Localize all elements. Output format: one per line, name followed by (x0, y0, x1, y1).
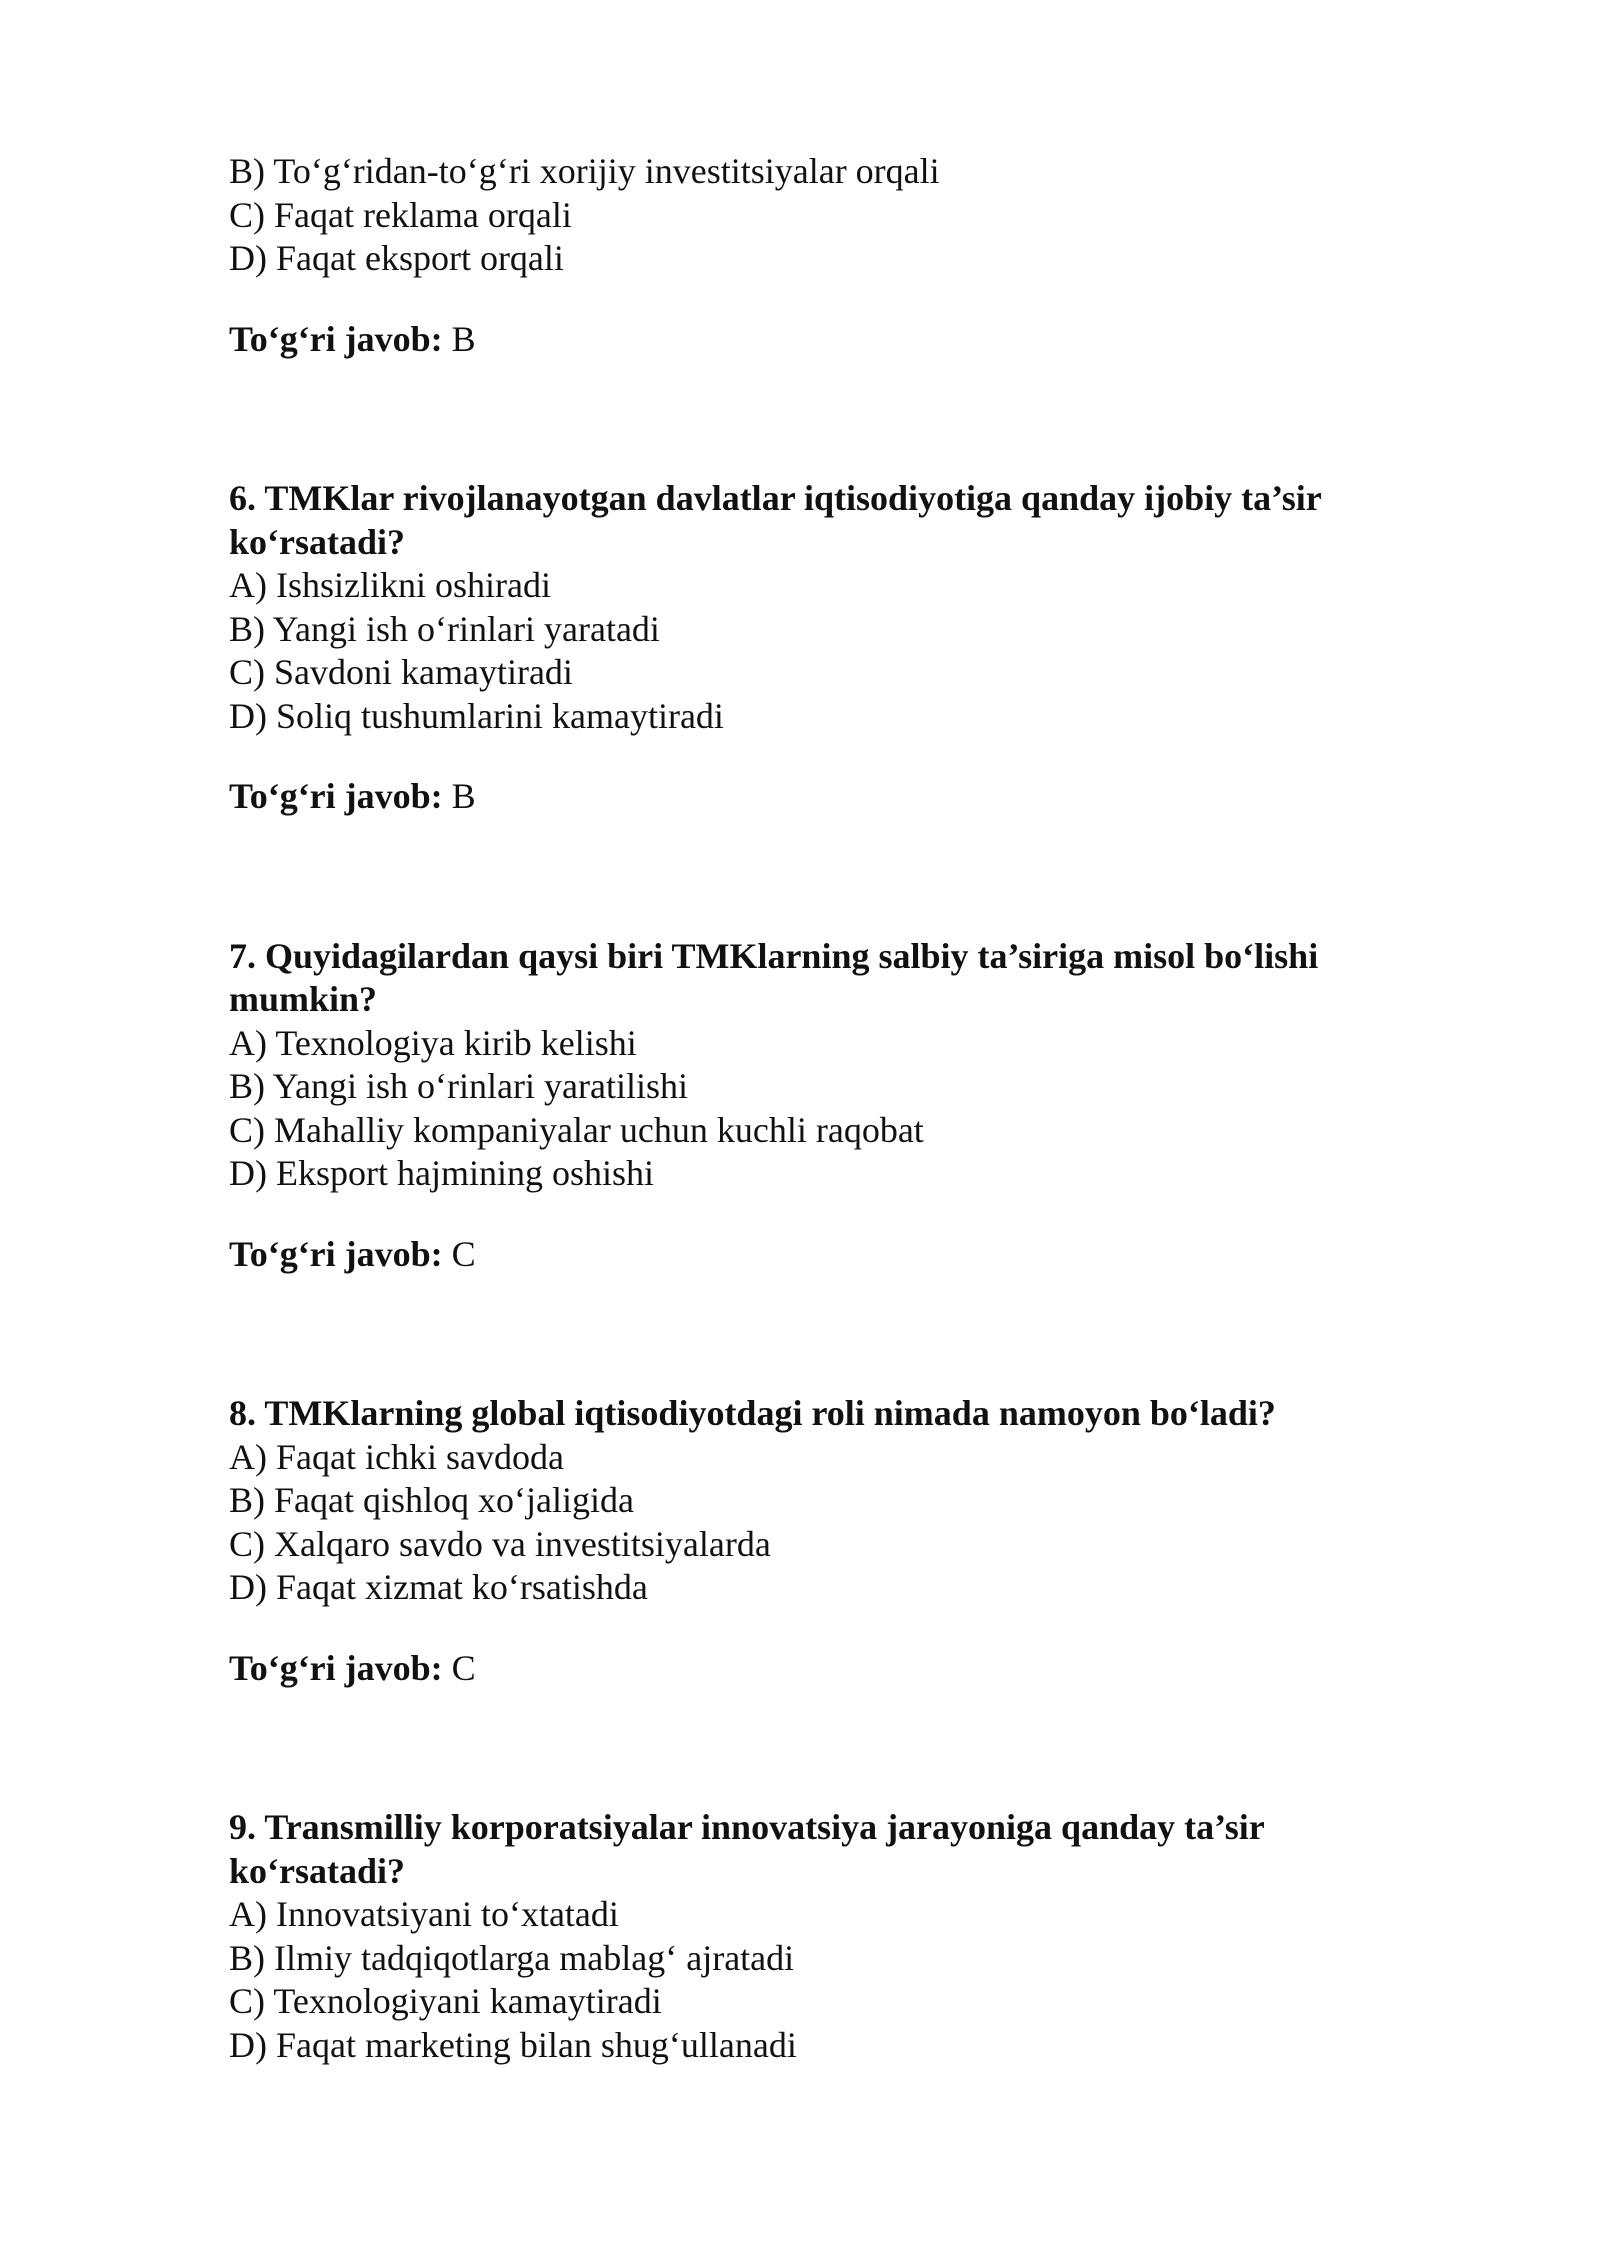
option-b: B) To‘g‘ridan-to‘g‘ri xorijiy investitsiyalar orqali (229, 151, 940, 191)
question-options (229, 1436, 1400, 1610)
option-d: D) Faqat eksport orqali (229, 238, 564, 278)
question-title-line: 7. Quyidagilardan qaysi biri TMKlarning salbiy ta’siriga misol bo‘lishi (229, 935, 1319, 976)
correct-answer-value: B (442, 318, 476, 359)
option-d: D) Soliq tushumlarini kamaytiradi (229, 695, 724, 736)
question-title (229, 477, 1409, 564)
question-title (229, 935, 1409, 1022)
option-d: D) Eksport hajmining oshishi (229, 1153, 654, 1193)
correct-answer (229, 1647, 1400, 1691)
question-title-line: ko‘rsatadi? (229, 1850, 406, 1891)
option-b: B) Yangi ish o‘rinlari yaratadi (229, 608, 660, 649)
question-title-line: 9. Transmilliy korporatsiyalar innovatsiya jarayoniga qanday ta’sir (229, 1807, 1265, 1847)
option-c: C) Mahalliy kompaniyalar uchun kuchli raqobat (229, 1109, 924, 1150)
continued-question-options (229, 150, 1400, 281)
correct-answer-value: C (442, 1233, 476, 1274)
question-title (229, 1806, 1409, 1893)
option-b: B) Ilmiy tadqiqotlarga mablag‘ ajratadi (229, 1937, 795, 1978)
correct-answer (229, 1233, 1400, 1277)
question-title (229, 1392, 1409, 1436)
question-7 (229, 935, 1400, 1277)
option-a: A) Texnologiya kirib kelishi (229, 1022, 637, 1063)
correct-answer-label: To‘g‘ri javob: (229, 318, 443, 359)
question-9 (229, 1806, 1400, 2067)
correct-answer-label: To‘g‘ri javob: (229, 776, 443, 816)
option-c: C) Savdoni kamaytiradi (229, 652, 573, 692)
question-options (229, 1022, 1400, 1196)
correct-answer-value: C (442, 1647, 476, 1688)
question-options (229, 1893, 1400, 2067)
option-d: D) Faqat xizmat ko‘rsatishda (229, 1567, 648, 1607)
correct-answer (229, 775, 1400, 819)
option-b: B) Faqat qishloq xo‘jaligida (229, 1480, 634, 1520)
question-6 (229, 477, 1400, 819)
question-title-line: mumkin? (229, 979, 378, 1019)
option-a: A) Innovatsiyani to‘xtatadi (229, 1894, 619, 1934)
question-title-line: 8. TMKlarning global iqtisodiyotdagi roli nimada namoyon bo‘ladi? (229, 1393, 1276, 1433)
correct-answer-value: B (442, 776, 476, 816)
option-a: A) Ishsizlikni oshiradi (229, 565, 551, 605)
option-c: C) Xalqaro savdo va investitsiyalarda (229, 1523, 771, 1564)
question-title-line: ko‘rsatadi? (229, 521, 406, 562)
question-options (229, 564, 1400, 738)
option-a: A) Faqat ichki savdoda (229, 1436, 564, 1477)
option-b: B) Yangi ish o‘rinlari yaratilishi (229, 1066, 688, 1106)
correct-answer-label: To‘g‘ri javob: (229, 1233, 443, 1274)
option-d: D) Faqat marketing bilan shug‘ullanadi (229, 2024, 797, 2065)
question-8 (229, 1392, 1400, 1690)
correct-answer-label: To‘g‘ri javob: (229, 1647, 443, 1688)
question-title-line: 6. TMKlar rivojlanayotgan davlatlar iqtisodiyotiga qanday ijobiy ta’sir (229, 478, 1322, 518)
option-c: C) Faqat reklama orqali (229, 194, 572, 235)
correct-answer (229, 318, 1400, 362)
option-c: C) Texnologiyani kamaytiradi (229, 1981, 662, 2021)
